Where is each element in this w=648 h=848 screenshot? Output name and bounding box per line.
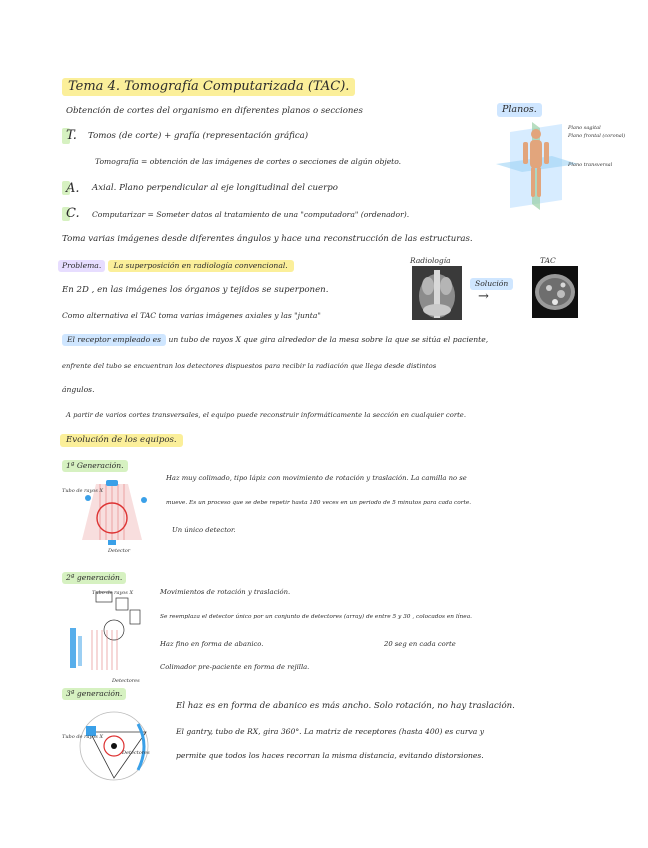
- gen3-line3: permite que todos los haces recorran la misma distancia, evitando distorsiones.: [176, 751, 484, 760]
- a-letter: A.: [66, 181, 80, 196]
- t-line: Tomos (de corte) + grafía (representación gráfica): [88, 131, 309, 141]
- gen3-line1: El haz es en forma de abanico es más ancho. Solo rotación, no hay traslación.: [176, 701, 515, 711]
- gen2-line3a: Haz fino en forma de abanico.: [160, 640, 264, 648]
- gen3-detectores-label: Detectores: [122, 750, 150, 756]
- gen1-line3: Un único detector.: [172, 526, 236, 534]
- c-letter: C.: [66, 206, 80, 221]
- c-line: Computarizar = Someter datos al tratamiento de una "computadora" (ordenador).: [92, 210, 410, 219]
- gen2-line2: Se reemplaza el detector único por un conjunto de detectores (array) de entre 5 y 30 , colocados en línea.: [160, 614, 472, 620]
- gen3-label: 3ª generación.: [62, 690, 126, 698]
- gen1-line1: Haz muy colimado, tipo lápiz con movimiento de rotación y traslación. La camilla no se: [166, 474, 467, 482]
- radiology-xray-image: [412, 266, 462, 320]
- problema-line: Problema. La superposición en radiología convencional.: [58, 262, 294, 270]
- plano-sagital-label: Plano sagital: [568, 125, 601, 131]
- t-letter: T.: [66, 128, 77, 143]
- gen2-diagram: [62, 590, 158, 676]
- plano-frontal-label: Plano frontal (coronal): [568, 133, 626, 139]
- tomografia-definition: Tomografía = obtención de las imágenes de cortes o secciones de algún objeto.: [95, 157, 402, 166]
- gen2-tubo-label: Tubo de rayos X: [92, 590, 134, 596]
- enfrente-line: enfrente del tubo se encuentran los detectores dispuestos para recibir la radiación que llega desde distintos: [62, 362, 437, 370]
- plano-transversal-label: Plano transversal: [568, 162, 613, 168]
- gen2-line1: Movimientos de rotación y traslación.: [160, 588, 291, 596]
- receptor-line: El receptor empleado es un tubo de rayos X que gira alrededor de la mesa sobre la que se sitúa el paciente,: [62, 336, 488, 344]
- gen1-line2: mueve. Es un proceso que se debe repetir hasta 180 veces en un periodo de 5 minutos para cada corte.: [166, 500, 472, 506]
- gen1-label: 1ª Generación.: [62, 462, 128, 470]
- gen3-line2: El gantry, tubo de RX, gira 360°. La matriz de receptores (hasta 400) es curva y: [176, 727, 484, 736]
- radiologia-label: Radiología: [410, 256, 451, 265]
- gen2-line3b: 20 seg en cada corte: [384, 640, 456, 648]
- toma-line: Toma varias imágenes desde diferentes ángulos y hace una reconstrucción de las estructuras.: [62, 234, 473, 244]
- gen2-detectores-label: Detectores: [112, 678, 140, 684]
- evolucion-heading: Evolución de los equipos.: [60, 436, 183, 445]
- tac-label: TAC: [540, 256, 556, 265]
- gen3-tubo-label: Tubo de rayos X: [62, 734, 104, 740]
- alternativa-line: Como alternativa el TAC toma varias imágenes axiales y las "junta": [62, 311, 321, 320]
- a-line: Axial. Plano perpendicular al eje longitudinal del cuerpo: [92, 183, 338, 193]
- gen3-diagram: [62, 706, 158, 786]
- en2d-line: En 2D , en las imágenes los órganos y tejidos se superponen.: [62, 285, 329, 295]
- gen1-detector-label: Detector: [108, 548, 131, 554]
- page-title: Tema 4. Tomografía Computarizada (TAC).: [62, 80, 355, 93]
- intro-line: Obtención de cortes del organismo en diferentes planos o secciones: [66, 106, 363, 116]
- gen1-tubo-label: Tubo de rayos X: [62, 488, 104, 494]
- angulos-line: ángulos.: [62, 385, 95, 394]
- gen2-label: 2ª generación.: [62, 574, 126, 582]
- gen2-line4: Colimador pre-paciente en forma de rejilla.: [160, 663, 310, 671]
- tac-image: [532, 266, 578, 318]
- solucion-arrow: →: [478, 289, 489, 304]
- apartir-line: A partir de varios cortes transversales, el equipo puede reconstruir informáticamente la sección en cualquier corte.: [66, 411, 466, 419]
- planos-label: Planos.: [497, 105, 542, 115]
- solucion-label: Solución: [470, 280, 513, 288]
